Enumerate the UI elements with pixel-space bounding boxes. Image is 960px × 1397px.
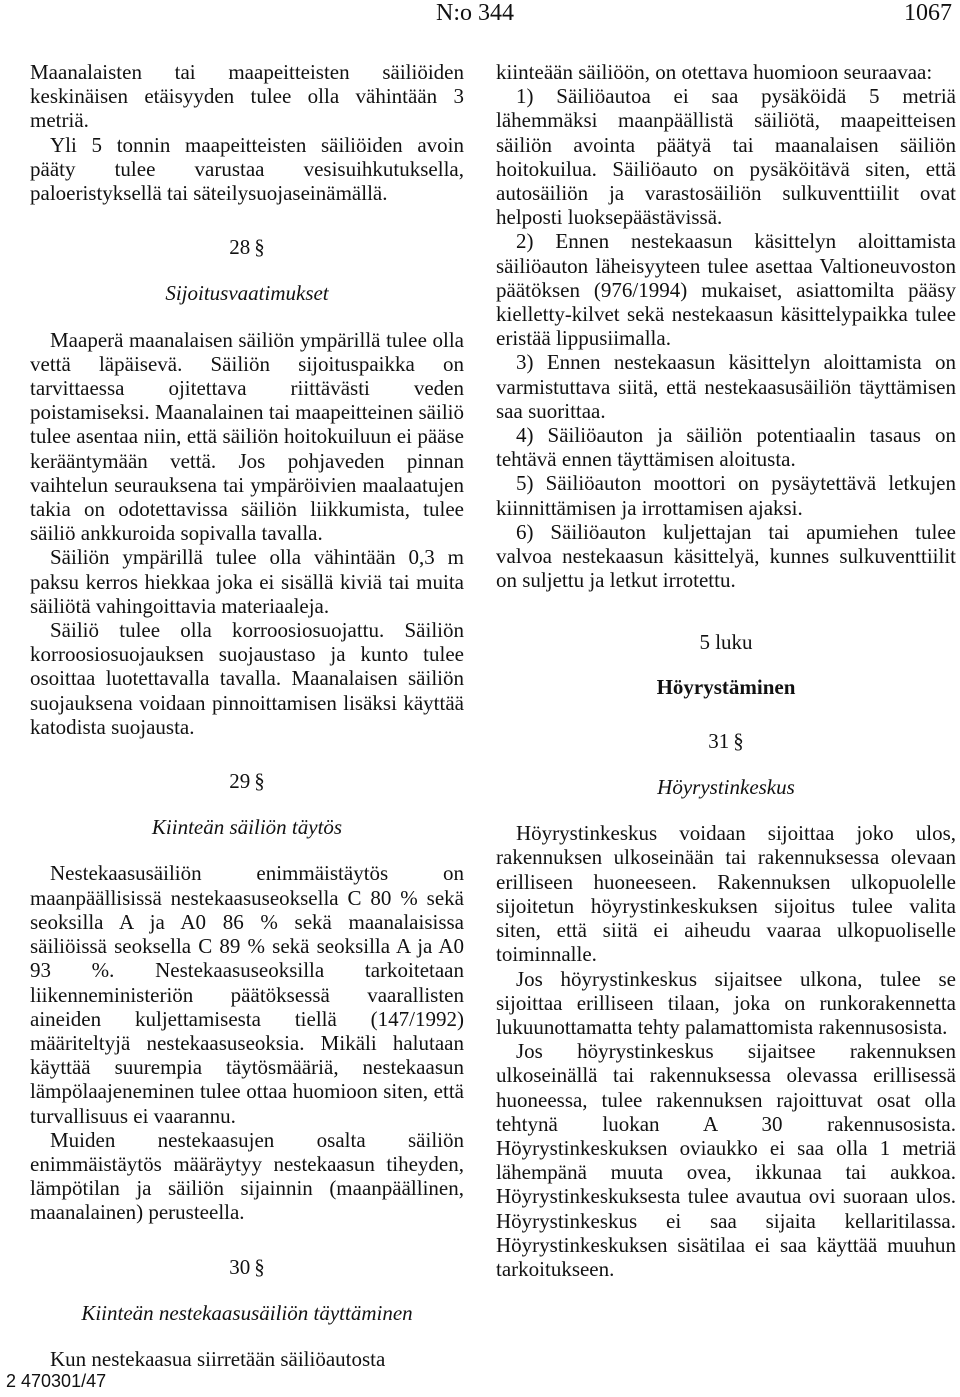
section-number: 30	[229, 1254, 251, 1279]
page-number: 1067	[904, 0, 952, 26]
section-29-paragraph-1: Nestekaasusäiliön enimmäistäytös on maanpäällisissä nestekaasuseoksella C 80 % sekä seoksilla A ja A0 86 % sekä maanalaisissa säiliöissä seoksella C 89 % sekä seoksilla A ja A0 93 %. Nestekaasuseoksilla tarkoitetaan liikenneministeriön päätöksessä vaarallisten aineiden kuljettamisesta tiellä (147/1992) määriteltyjä nestekaasuseoksia. Mikäli halutaan käyttää suurempia täytösmääriä, nestekaasun lämpölaajeneminen tulee ottaa huomioon siten, että turvallisuus ei vaarannu.	[30, 861, 464, 1128]
section-number: 31	[708, 728, 730, 753]
section-symbol: §	[254, 235, 265, 260]
list-item-6: 6) Säiliöauton kuljettajan tai apumiehen tulee valvoa nestekaasun käsittelyä, kunnes sulkuventtiilit on suljettu ja letkut irrotettu.	[496, 519, 956, 593]
section-31-paragraph-1: Höyrystinkeskus voidaan sijoittaa joko ulos, rakennuksen ulkoseinään tai rakennuksessa olevaan erilliseen huoneeseen. Rakennuksen ulkopuolelle sijoitetun höyrystinkeskuksen sijoitus tulee valita siten, että siitä ei aiheudu vaaraa ulkopuoliselle toiminnalle.	[496, 821, 956, 967]
list-item-2: 2) Ennen nestekaasun käsittelyn aloittamista säiliöauton läheisyyteen tulee asettaa Valtioneuvoston päätöksen (976/1994) mukaiset, asiattomilta pääsy kielletty-kilvet sekä nestekaasun käsittelypaikka tulee eristää lippusiimalla.	[496, 229, 956, 351]
right-column	[496, 60, 956, 1281]
section-30-title: Kiinteän nestekaasusäiliön täyttäminen	[81, 1300, 413, 1325]
chapter-title: Höyrystäminen	[656, 674, 796, 699]
continuation-paragraph: kiinteään säiliöön, on otettava huomioon seuraavaa:	[496, 60, 933, 84]
section-28-heading	[30, 235, 464, 259]
section-30-heading	[30, 1255, 464, 1279]
section-31-paragraph-2: Jos höyrystinkeskus sijaitsee ulkona, tulee se sijoittaa erilliseen tilaan, joka on runkorakennetta lukuunottamatta tehty palamattomista rakennusosista.	[496, 966, 956, 1039]
section-number: 29	[229, 769, 251, 794]
left-column	[30, 60, 464, 1371]
section-28-paragraph-2: Säiliön ympärillä tulee olla vähintään 0,3 m paksu kerros hiekkaa joka ei sisällä kiviä tai muita säiliötä vahingoittavia materiaaleja.	[30, 545, 464, 618]
section-symbol: §	[733, 728, 744, 753]
section-31-title: Höyrystinkeskus	[657, 775, 795, 800]
intro-paragraph-1: Maanalaisten tai maapeitteisten säiliöiden keskinäisen etäisyyden tulee olla vähintään 3 metriä.	[30, 60, 464, 133]
chapter-label: 5 luku	[699, 630, 753, 655]
section-29-title: Kiinteän säiliön täytös	[151, 815, 343, 840]
section-29-heading	[30, 769, 464, 793]
section-31-paragraph-3: Jos höyrystinkeskus sijaitsee rakennuksen ulkoseinällä tai rakennuksessa olevassa erillisessä huoneessa, tulee rakennuksen rajoittuvat osat olla tehtynä luokan A 30 rakennusosista. Höyrystinkeskuksen oviaukko ei saa olla 1 metriä lähempänä muuta ovea, ikkunaa tai aukkoa. Höyrystinkeskuksesta tulee avautua ovi suoraan ulos. Höyrystinkeskus ei saa sijaita kellaritilassa. Höyrystinkeskuksen sisätilaa ei saa käyttää muuhun tarkoitukseen.	[496, 1039, 956, 1281]
section-30-paragraph-1: Kun nestekaasua siirretään säiliöautosta	[50, 1346, 386, 1371]
intro-paragraph-2: Yli 5 tonnin maapeitteisten säiliöiden avoin pääty tulee varustaa vesisuihkutuksella, paloeristyksellä tai säteilysuojaseinämällä.	[30, 132, 464, 206]
section-28-title: Sijoitusvaatimukset	[165, 281, 329, 306]
section-28-paragraph-1: Maaperä maanalaisen säiliön ympärillä tulee olla vettä läpäisevä. Säiliön sijoituspaikka on tarvittaessa ojitettava riittävästi veden poistamiseksi. Maanalainen tai maapeitteinen säiliö tulee asentaa niin, että säiliön hoitokuiluun ei pääse kerääntymään vettä. Jos pohjaveden pinnan vaihtelun seurauksena tai ympäröivien maalaatujen takia on odotettavissa säiliön liikkumista, tulee säiliö ankkuroida sopivalla tavalla.	[30, 327, 464, 546]
list-item-4: 4) Säiliöauton ja säiliön potentiaalin tasaus on tehtävä ennen täyttämisen aloitusta.	[496, 423, 956, 472]
section-28-paragraph-3: Säiliö tulee olla korroosiosuojattu. Säiliön korroosiosuojauksen suojaustaso ja kunto tulee osoittaa luotettavalla tavalla. Maanalaisen säiliön suojauksena voidaan pinnoittamisen lisäksi käyttää katodista suojausta.	[30, 618, 464, 739]
issue-number: N:o 344	[436, 0, 514, 26]
footer-code: 2 470301/47	[6, 1371, 107, 1391]
list-item-5: 5) Säiliöauton moottori on pysäytettävä letkujen kiinnittämisen ja irrottamisen ajaksi.	[496, 471, 956, 520]
section-29-paragraph-2: Muiden nestekaasujen osalta säiliön enimmäistäytös määräytyy nestekaasun tiheyden, lämpötilan ja säiliön sijainnin (maanpäällinen, maanalainen) perusteella.	[30, 1127, 464, 1225]
list-item-1: 1) Säiliöautoa ei saa pysäköidä 5 metriä lähemmäksi maanpäällistä säiliötä, maapeitteisen säiliön avointa päätyä tai maanalaisen säiliön hoitokuilua. Säiliöauto on pysäköitävä siten, että autosäiliön ja varastosäiliön sulkuventtiilit ovat helposti luoksepäästävissä.	[496, 84, 956, 230]
section-number: 28	[229, 235, 251, 260]
section-symbol: §	[254, 1254, 265, 1279]
section-symbol: §	[254, 769, 265, 794]
section-31-heading	[496, 729, 956, 753]
list-item-3: 3) Ennen nestekaasun käsittelyn aloittamista on varmistuttava siitä, että nestekaasusäiliön täyttämisen saa suorittaa.	[496, 350, 956, 423]
